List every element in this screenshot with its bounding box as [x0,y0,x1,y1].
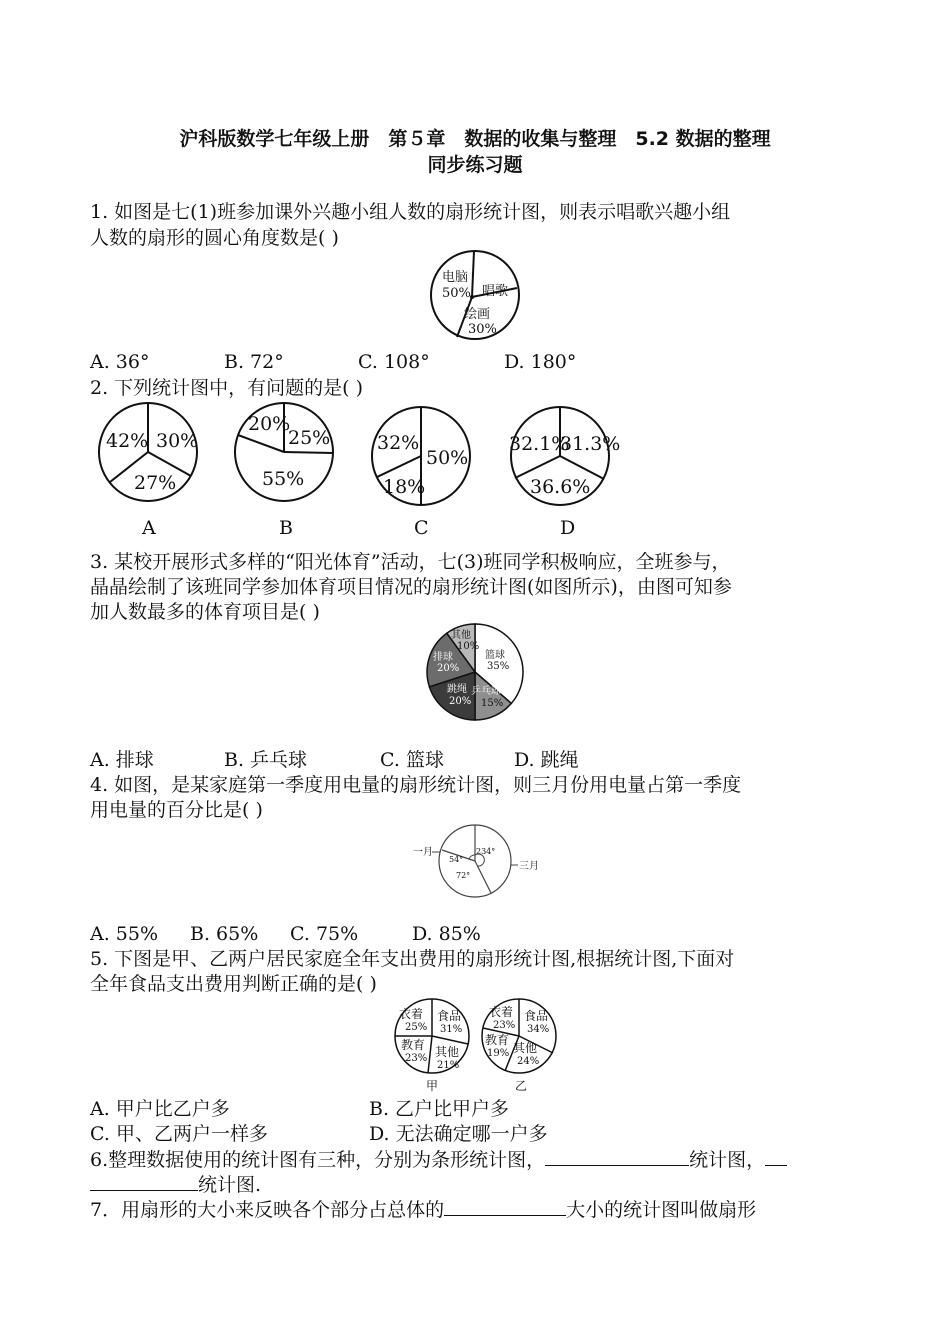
q5-chart-yi [479,998,561,1094]
q3-label-paiqiu-pct: 20% [437,663,460,674]
q3-label-pingpang-pct: 15% [481,698,504,709]
q2-a-caption: A [142,517,156,539]
q4-pie-chart [412,822,562,902]
q2-c-value2: 50% [426,447,469,469]
q6-text-line2 [90,1172,261,1197]
q3-label-qita: 其他 [451,630,471,641]
q5-option-c[interactable]: C. 甲、乙两户一样多 [90,1123,268,1145]
q2-b-caption: B [279,517,293,539]
q5-text-line2: 全年食品支出费用判断正确的是( ) [90,973,377,995]
q2-chart-d [508,402,621,542]
q5-options-row2 [90,1122,548,1146]
q1-text-line2: 人数的扇形的圆心角度数是( ) [90,227,339,249]
q5-yi-c1: 衣着 [489,1005,514,1019]
q1-option-d[interactable]: D. 180° [504,351,577,373]
q3-options [90,748,579,772]
q2-text-line1: 2. 下列统计图中，有问题的是( ) [90,377,364,399]
q3-label-lanqiu-pct: 35% [487,661,510,672]
q1-label-diannao-pct: 50% [442,286,471,301]
q7-text-line1 [90,1197,756,1222]
q3-label-paiqiu: 排球 [433,652,453,663]
q2-chart-c [369,402,479,542]
page-title: 沪科版数学七年级上册 第５章 数据的收集与整理 5.2 数据的整理 [179,128,771,150]
q2-a-value3: 27% [134,472,177,494]
q3-option-b[interactable]: B. 乒乓球 [224,749,308,771]
q5-options-row1 [90,1097,509,1121]
q2-a-value1: 42% [106,430,149,452]
q2-d-value2: 31.3% [560,433,621,455]
q2-d-caption: D [560,517,576,539]
q5-jia-c3: 教育 [401,1038,426,1052]
q5-jia-c1: 衣着 [399,1007,424,1021]
q1-text-line1: 1. 如图是七(1)班参加课外兴趣小组人数的扇形统计图，则表示唱歌兴趣小组 [90,201,731,223]
q5-option-b[interactable]: B. 乙户比甲户多 [369,1098,510,1120]
q7-text-part2: 大小的统计图叫做扇形 [566,1199,757,1221]
q5-jia-c2: 食品 [437,1009,462,1023]
q5-jia-v1: 25% [405,1022,428,1033]
page-subtitle: 同步练习题 [427,154,523,176]
q5-jia-v4: 21% [437,1060,460,1071]
q1-label-huihua-pct: 30% [468,322,497,337]
q6-blank-1[interactable] [545,1147,689,1166]
q5-yi-v1: 23% [493,1020,516,1031]
q4-angle-72: 72° [456,871,471,880]
q6-text-part2: 统计图， [689,1149,766,1171]
q3-label-qita-pct: 10% [457,641,480,652]
q3-pie-chart [425,622,525,722]
q1-option-c[interactable]: C. 108° [358,351,430,373]
q2-c-value3: 18% [383,476,426,498]
q4-text-line1: 4. 如图，是某家庭第一季度用电量的扇形统计图，则三月份用电量占第一季度 [90,774,742,796]
q5-jia-caption: 甲 [426,1079,439,1093]
q3-label-tiaosheng-pct: 20% [449,696,472,707]
q2-b-value3: 55% [262,468,305,490]
q5-chart-jia [392,998,474,1094]
q2-a-value2: 30% [156,430,199,452]
q1-options [90,350,576,374]
q6-text-part3: 统计图. [198,1174,262,1196]
q1-option-a[interactable]: A. 36° [90,351,150,373]
q5-option-a[interactable]: A. 甲户比乙户多 [90,1098,230,1120]
q7-blank-1[interactable] [444,1197,566,1216]
q3-option-d[interactable]: D. 跳绳 [514,749,579,771]
q2-b-value1: 20% [248,413,291,435]
q4-option-a[interactable]: A. 55% [90,923,159,945]
q5-option-d[interactable]: D. 无法确定哪一户多 [369,1123,548,1145]
q1-label-changge: 唱歌 [482,284,509,299]
q6-text-line1 [90,1147,787,1172]
q4-angle-234: 234° [476,847,496,856]
q4-label-jan: 一月 [413,847,433,858]
q4-options [90,922,481,946]
q4-option-c[interactable]: C. 75% [290,923,359,945]
q4-label-mar: 三月 [519,861,539,872]
q2-d-value1: 32.1% [509,433,570,455]
q5-jia-c4: 其他 [435,1045,460,1059]
q4-option-b[interactable]: B. 65% [190,923,259,945]
q5-yi-c4: 其他 [513,1041,538,1055]
q2-c-caption: C [414,517,429,539]
q3-option-c[interactable]: C. 篮球 [380,749,444,771]
q1-label-huihua: 绘画 [464,307,491,322]
q5-yi-c2: 食品 [524,1009,549,1023]
q4-text-line2: 用电量的百分比是( ) [90,799,263,821]
q3-label-tiaosheng: 跳绳 [447,684,467,695]
q5-yi-c3: 教育 [485,1033,510,1047]
q3-label-lanqiu: 篮球 [485,650,505,661]
q5-yi-v3: 19% [487,1048,510,1059]
q3-option-a[interactable]: A. 排球 [90,749,154,771]
q3-label-pingpang: 乒乓球 [471,686,501,697]
q2-chart-a [96,402,206,542]
q2-chart-b [232,402,342,542]
q4-angle-54: 54° [449,855,464,864]
q7-text-part1: 7．用扇形的大小来反映各个部分占总体的 [90,1199,445,1221]
q2-d-value3: 36.6% [530,476,591,498]
q3-text-line3: 加人数最多的体育项目是( ) [90,601,320,623]
q5-yi-v2: 34% [527,1024,550,1035]
q5-yi-v4: 24% [517,1056,540,1067]
q6-text-part1: 6.整理数据使用的统计图有三种，分别为条形统计图， [90,1149,546,1171]
q2-c-value1: 32% [377,432,420,454]
q6-blank-2a[interactable] [765,1147,787,1166]
q5-text-line1: 5. 下图是甲、乙两户居民家庭全年支出费用的扇形统计图,根据统计图,下面对 [90,948,735,970]
q3-text-line2: 晶晶绘制了该班同学参加体育项目情况的扇形统计图(如图所示)，由图可知参 [90,576,732,598]
q1-option-b[interactable]: B. 72° [224,351,284,373]
q6-blank-2b[interactable] [90,1172,198,1191]
q5-jia-v2: 31% [440,1024,463,1035]
q3-text-line1: 3. 某校开展形式多样的“阳光体育”活动，七(3)班同学积极响应，全班参与， [90,551,731,573]
q5-yi-caption: 乙 [515,1079,528,1093]
q4-option-d[interactable]: D. 85% [412,923,481,945]
q1-pie-chart [420,248,530,344]
q2-b-value2: 25% [288,427,331,449]
q5-jia-v3: 23% [405,1053,428,1064]
q1-label-diannao: 电脑 [442,270,469,285]
